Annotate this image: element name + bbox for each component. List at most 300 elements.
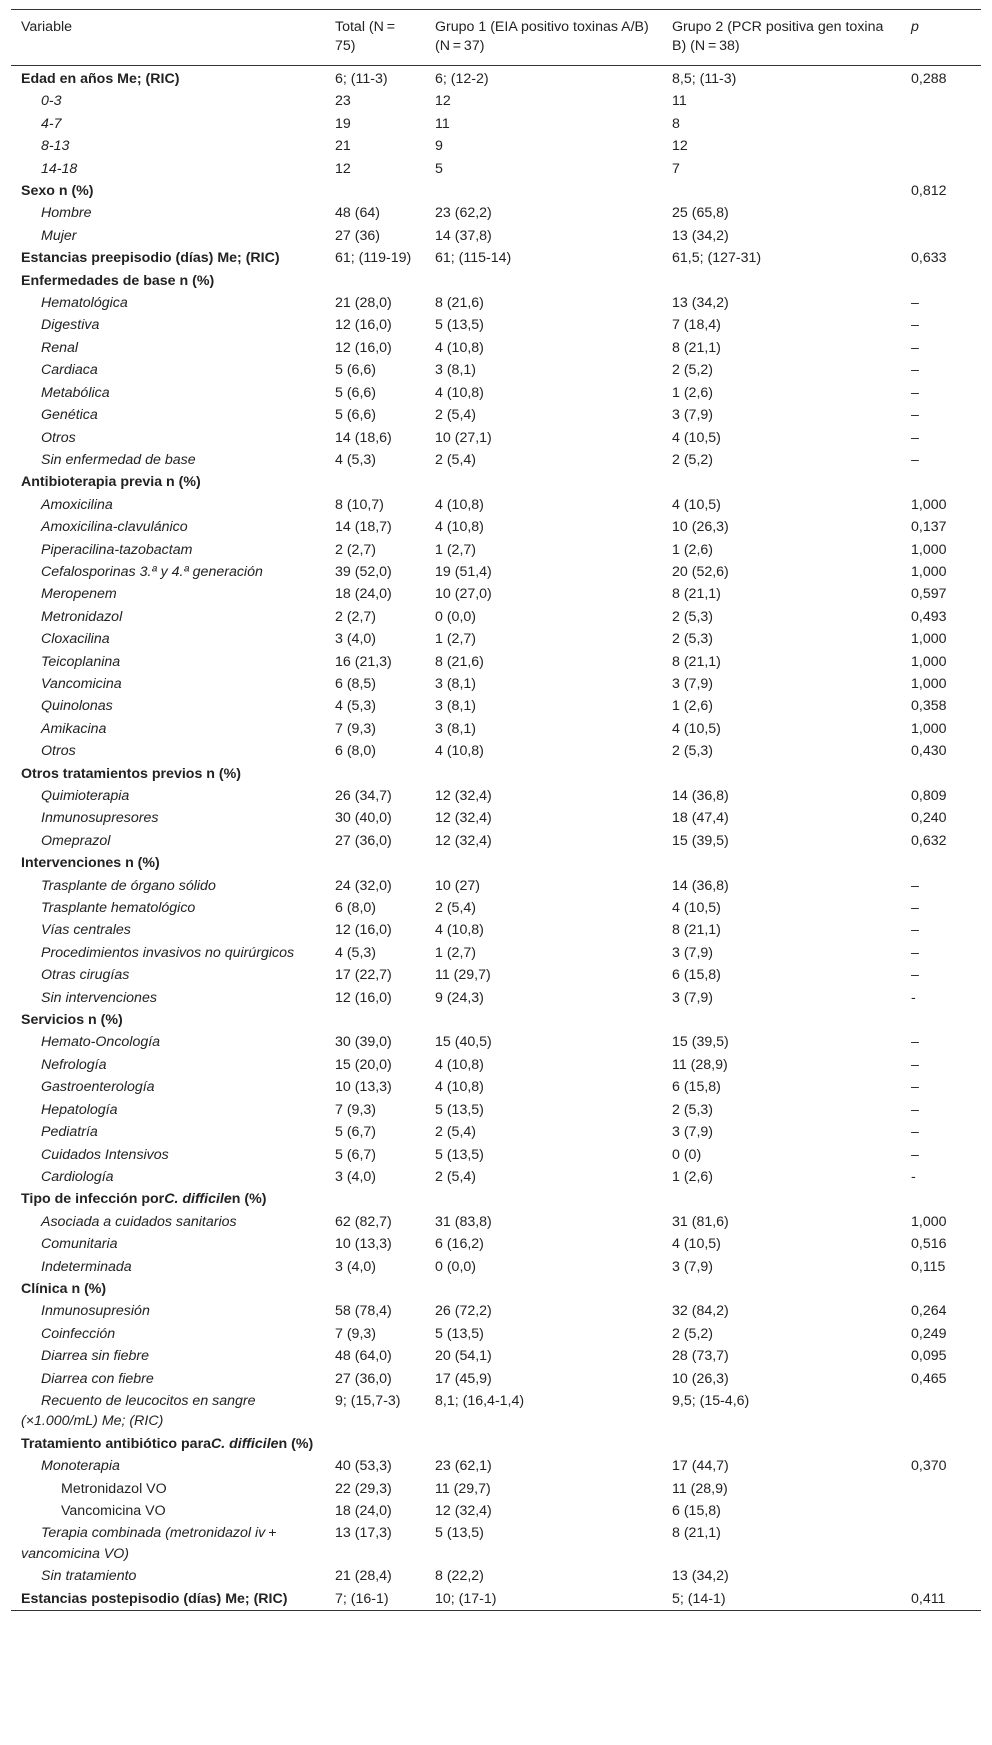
cell-group1: 23 (62,1) — [435, 1458, 492, 1475]
cell-group2: 0 (0) — [672, 1146, 702, 1163]
cell-variable: Quinolonas — [41, 698, 113, 715]
cell-group2: 4 (10,5) — [672, 900, 721, 917]
cell-group2: 2 (5,2) — [672, 1325, 714, 1342]
cell-p-value — [901, 113, 981, 135]
cell-p-value: 0,264 — [911, 1303, 947, 1320]
cell-group2: 32 (84,2) — [672, 1303, 729, 1320]
table-row — [11, 740, 981, 762]
cell-total — [325, 471, 425, 493]
table-row — [11, 1455, 981, 1477]
cell-group1: 12 — [435, 93, 451, 110]
cell-group2: 20 (52,6) — [672, 563, 729, 580]
cell-group1: 12 (32,4) — [435, 832, 492, 849]
header-row — [11, 10, 981, 66]
cell-total: 19 — [335, 115, 351, 132]
table-row — [11, 561, 981, 583]
cell-variable: 0-3 — [41, 93, 62, 110]
cell-group2: 4 (10,5) — [672, 429, 721, 446]
cell-total: 6 (8,0) — [335, 900, 377, 917]
cell-variable: Amoxicilina-clavulánico — [41, 519, 188, 536]
table-row — [11, 1565, 981, 1587]
cell-group2: 2 (5,3) — [672, 743, 714, 760]
header-p-value: p — [901, 10, 981, 66]
cell-variable: Cuidados Intensivos — [41, 1146, 169, 1163]
table-row — [11, 1031, 981, 1053]
cell-variable: Cardiaca — [41, 362, 98, 379]
table-row — [11, 1345, 981, 1367]
cell-group1: 2 (5,4) — [435, 1168, 477, 1185]
cell-group2: 14 (36,8) — [672, 877, 729, 894]
cell-total: 6 (8,5) — [335, 675, 377, 692]
cell-total — [325, 1433, 425, 1455]
table-row — [11, 427, 981, 449]
label-text: Tratamiento antibiótico para — [21, 1435, 211, 1452]
table-row — [11, 1500, 981, 1522]
cell-group2: 1 (2,6) — [672, 541, 714, 558]
table-row — [11, 1390, 981, 1433]
table-row — [11, 1256, 981, 1278]
cell-p-value — [901, 158, 981, 180]
cell-group1: 8 (21,6) — [435, 653, 484, 670]
cell-variable: Terapia combinada (metronidazol iv + vancomicina VO) — [21, 1525, 280, 1562]
cell-group1: 61; (115-14) — [435, 250, 512, 267]
cell-group2: 25 (65,8) — [672, 205, 729, 222]
cell-group2: 11 (28,9) — [672, 1056, 728, 1073]
cell-group2: 8,5; (11-3) — [672, 71, 737, 87]
section-row — [11, 270, 981, 292]
table-body — [11, 66, 981, 1611]
header-variable: Variable — [11, 10, 325, 66]
cell-variable: Inmunosupresión — [41, 1303, 150, 1320]
table-row — [11, 606, 981, 628]
table-row — [11, 1323, 981, 1345]
cell-group1: 3 (8,1) — [435, 720, 477, 737]
cell-total — [325, 1188, 425, 1210]
cell-group2: 3 (7,9) — [672, 1124, 714, 1141]
cell-variable: Estancias preepisodio (días) Me; (RIC) — [21, 250, 280, 267]
cell-group2: 11 — [672, 93, 687, 110]
cell-p-value: 0,812 — [911, 183, 947, 200]
table-row — [11, 651, 981, 673]
cell-p-value: 0,633 — [911, 250, 947, 267]
cell-p-value: – — [911, 900, 919, 917]
cell-group1 — [425, 763, 662, 785]
table-row — [11, 337, 981, 359]
cell-group1: 5 (13,5) — [435, 317, 484, 334]
cell-variable: Coinfección — [41, 1325, 116, 1342]
cell-p-value: 0,288 — [911, 71, 947, 87]
table-row — [11, 1368, 981, 1390]
cell-group2: 3 (7,9) — [672, 675, 714, 692]
cell-group2: 8 (21,1) — [672, 922, 721, 939]
cell-p-value: 0,632 — [911, 832, 947, 849]
cell-group1: 10 (27) — [435, 877, 480, 894]
cell-total: 39 (52,0) — [335, 563, 392, 580]
cell-total: 26 (34,7) — [335, 788, 392, 804]
cell-group1 — [425, 1188, 662, 1210]
cell-variable: Metabólica — [41, 384, 110, 401]
cell-group2 — [662, 270, 901, 292]
cell-group2: 4 (10,5) — [672, 496, 721, 513]
section-row — [11, 247, 981, 269]
cell-variable: Servicios n (%) — [21, 1012, 123, 1029]
cell-variable — [11, 1433, 325, 1455]
cell-group2: 12 — [672, 138, 688, 155]
cell-variable: 14-18 — [41, 160, 78, 177]
table-row — [11, 1144, 981, 1166]
cell-variable: Cardiología — [41, 1168, 114, 1185]
cell-total: 15 (20,0) — [335, 1056, 392, 1073]
cell-group2 — [662, 1188, 901, 1210]
cell-group1: 26 (72,2) — [435, 1303, 492, 1320]
cell-group2: 10 (26,3) — [672, 1370, 729, 1387]
cell-group2: 7 — [672, 160, 680, 177]
organism-name: C. difficile — [164, 1191, 232, 1208]
cell-variable: Sexo n (%) — [21, 183, 94, 200]
cell-p-value: – — [911, 1101, 919, 1118]
cell-group2: 2 (5,3) — [672, 631, 714, 648]
table-row — [11, 583, 981, 605]
cell-total: 21 (28,4) — [335, 1568, 392, 1585]
cell-group1: 5 — [435, 160, 443, 177]
cell-variable: Sin tratamiento — [41, 1568, 137, 1585]
cell-group2: 11 (28,9) — [672, 1480, 728, 1497]
cell-group1: 15 (40,5) — [435, 1034, 492, 1051]
table-row — [11, 1300, 981, 1322]
cell-total: 62 (82,7) — [335, 1213, 392, 1230]
cell-group2: 10 (26,3) — [672, 519, 729, 536]
cell-group2: 1 (2,6) — [672, 698, 714, 715]
cell-group1: 6 (16,2) — [435, 1236, 484, 1253]
cell-p-value: 1,000 — [911, 653, 947, 670]
cell-total — [325, 1278, 425, 1300]
cell-variable: Cefalosporinas 3.ª y 4.ª generación — [41, 563, 263, 580]
section-row — [11, 1588, 981, 1611]
cell-total — [325, 852, 425, 874]
cell-group1: 8 (21,6) — [435, 295, 484, 312]
cell-total: 2 (2,7) — [335, 608, 377, 625]
cell-group2: 31 (81,6) — [672, 1213, 729, 1230]
cell-group2: 6 (15,8) — [672, 1503, 721, 1519]
cell-p-value: 1,000 — [911, 496, 947, 513]
cell-total: 4 (5,3) — [335, 698, 377, 715]
cell-total: 3 (4,0) — [335, 1258, 377, 1275]
cell-variable: Amoxicilina — [41, 496, 113, 513]
cell-variable: Antibioterapia previa n (%) — [21, 474, 201, 491]
table-row — [11, 673, 981, 695]
cell-total — [325, 180, 425, 202]
cell-group2: 8 (21,1) — [672, 586, 721, 603]
cell-group1: 31 (83,8) — [435, 1213, 492, 1230]
cell-variable: Monoterapia — [41, 1458, 120, 1475]
cell-group1: 4 (10,8) — [435, 1079, 484, 1096]
section-row — [11, 180, 981, 202]
cell-variable: Mujer — [41, 227, 77, 244]
cell-total: 7 (9,3) — [335, 720, 377, 737]
cell-total: 24 (32,0) — [335, 877, 392, 894]
cell-p-value: 0,516 — [911, 1236, 947, 1253]
cell-group2: 28 (73,7) — [672, 1348, 729, 1365]
cell-group2: 8 — [672, 115, 680, 132]
cell-group2 — [662, 1278, 901, 1300]
cell-total: 6 (8,0) — [335, 743, 377, 760]
table-row — [11, 830, 981, 852]
cell-group1: 8,1; (16,4-1,4) — [435, 1392, 525, 1409]
cell-p-value — [901, 270, 981, 292]
cell-group2: 3 (7,9) — [672, 407, 714, 424]
cell-total: 12 (16,0) — [335, 339, 392, 356]
cell-total: 17 (22,7) — [335, 967, 392, 984]
cell-total: 61; (119-19) — [335, 250, 412, 267]
cell-group2: 18 (47,4) — [672, 810, 729, 827]
cell-group2: 1 (2,6) — [672, 1168, 714, 1185]
cell-group1 — [425, 180, 662, 202]
cell-total: 21 — [335, 138, 351, 155]
cell-total: 18 (24,0) — [335, 586, 392, 603]
cell-total — [325, 1009, 425, 1031]
cell-variable: Nefrología — [41, 1056, 107, 1073]
cell-variable: Diarrea sin fiebre — [41, 1348, 150, 1365]
cell-p-value: – — [911, 1124, 919, 1141]
table-row — [11, 1233, 981, 1255]
table-row — [11, 1054, 981, 1076]
table-row — [11, 135, 981, 157]
cell-group1: 3 (8,1) — [435, 675, 477, 692]
cell-group2 — [662, 180, 901, 202]
section-row — [11, 852, 981, 874]
table-row — [11, 449, 981, 471]
cell-group2: 15 (39,5) — [672, 832, 729, 849]
cell-p-value: 0,249 — [911, 1325, 947, 1342]
cell-variable: Diarrea con fiebre — [41, 1370, 154, 1387]
cell-group2: 13 (34,2) — [672, 295, 729, 312]
cell-p-value: 0,597 — [911, 586, 947, 603]
cell-variable: Omeprazol — [41, 832, 111, 849]
cell-variable: Intervenciones n (%) — [21, 855, 160, 872]
cell-total: 4 (5,3) — [335, 451, 377, 468]
cell-group2: 6 (15,8) — [672, 967, 721, 984]
cell-group2: 4 (10,5) — [672, 720, 721, 737]
label-tail: n (%) — [278, 1435, 314, 1452]
cell-p-value: 1,000 — [911, 541, 947, 558]
cell-variable: Meropenem — [41, 586, 117, 603]
table-row — [11, 695, 981, 717]
cell-total — [325, 270, 425, 292]
cell-variable: Sin enfermedad de base — [41, 451, 196, 468]
cell-p-value: – — [911, 922, 919, 939]
table-row — [11, 382, 981, 404]
cell-variable: 4-7 — [41, 115, 62, 132]
cell-group2: 17 (44,7) — [672, 1458, 729, 1475]
cell-group1: 4 (10,8) — [435, 1056, 484, 1073]
section-row — [11, 66, 981, 91]
cell-p-value — [901, 1278, 981, 1300]
cell-group2: 6 (15,8) — [672, 1079, 721, 1096]
cell-p-value — [901, 1565, 981, 1587]
cell-variable: Metronidazol VO — [61, 1480, 167, 1497]
cell-variable: Otros — [41, 429, 76, 446]
cell-p-value: – — [911, 877, 919, 894]
cell-total: 18 (24,0) — [335, 1503, 392, 1519]
cell-group1: 14 (37,8) — [435, 227, 492, 244]
table-row — [11, 1076, 981, 1098]
cell-total: 7; (16-1) — [335, 1590, 389, 1607]
cell-p-value: – — [911, 1079, 919, 1096]
cell-group1 — [425, 1009, 662, 1031]
cell-p-value: - — [911, 1168, 916, 1185]
cell-variable: Procedimientos invasivos no quirúrgicos — [41, 944, 295, 961]
cell-variable: Trasplante de órgano sólido — [41, 877, 216, 894]
cell-group1: 11 (29,7) — [435, 1480, 491, 1497]
cell-total: 8 (10,7) — [335, 496, 384, 513]
cell-total: 14 (18,6) — [335, 429, 392, 446]
cell-variable: Renal — [41, 339, 79, 356]
cell-p-value: – — [911, 1146, 919, 1163]
cell-group2: 13 (34,2) — [672, 1568, 729, 1585]
cell-p-value — [901, 135, 981, 157]
table-row — [11, 516, 981, 538]
table-row — [11, 1166, 981, 1188]
table-row — [11, 964, 981, 986]
cell-group1: 0 (0,0) — [435, 608, 477, 625]
table-row — [11, 1211, 981, 1233]
cell-p-value — [901, 90, 981, 112]
data-table — [11, 9, 981, 1611]
cell-total: 5 (6,6) — [335, 384, 377, 401]
cell-variable: Hematológica — [41, 295, 128, 312]
cell-group1 — [425, 852, 662, 874]
table-row — [11, 875, 981, 897]
cell-group1: 12 (32,4) — [435, 810, 492, 827]
cell-p-value: – — [911, 407, 919, 424]
cell-variable: Asociada a cuidados sanitarios — [41, 1213, 237, 1230]
cell-variable: Vancomicina VO — [61, 1503, 166, 1519]
cell-group1: 2 (5,4) — [435, 900, 477, 917]
cell-group1: 3 (8,1) — [435, 362, 477, 379]
cell-group1: 4 (10,8) — [435, 384, 484, 401]
cell-variable: Pediatría — [41, 1124, 98, 1141]
cell-p-value: 1,000 — [911, 720, 947, 737]
cell-p-value: 1,000 — [911, 631, 947, 648]
cell-group2: 9,5; (15-4,6) — [672, 1392, 750, 1409]
section-row — [11, 1278, 981, 1300]
section-row — [11, 1188, 981, 1210]
header-total: Total (N = 75) — [325, 10, 425, 66]
cell-group2: 14 (36,8) — [672, 788, 729, 804]
cell-total: 12 (16,0) — [335, 989, 392, 1006]
cell-p-value: 0,430 — [911, 743, 947, 760]
cell-p-value: 0,465 — [911, 1370, 947, 1387]
cell-variable: Quimioterapia — [41, 788, 130, 804]
cell-variable: Digestiva — [41, 317, 100, 334]
cell-group1: 5 (13,5) — [435, 1101, 484, 1118]
cell-total: 7 (9,3) — [335, 1101, 377, 1118]
cell-p-value — [901, 1478, 981, 1500]
cell-group1 — [425, 471, 662, 493]
cell-group2: 13 (34,2) — [672, 227, 729, 244]
cell-p-value: – — [911, 944, 919, 961]
cell-group1: 4 (10,8) — [435, 922, 484, 939]
cell-variable: Vancomicina — [41, 675, 122, 692]
table-row — [11, 987, 981, 1009]
cell-p-value: – — [911, 317, 919, 334]
cell-variable: Otros tratamientos previos n (%) — [21, 765, 241, 782]
section-row — [11, 763, 981, 785]
cell-group2: 4 (10,5) — [672, 1236, 721, 1253]
cell-total: 4 (5,3) — [335, 944, 377, 961]
cell-group1: 12 (32,4) — [435, 788, 492, 804]
cell-p-value — [901, 202, 981, 224]
cell-variable: Metronidazol — [41, 608, 123, 625]
cell-group2 — [662, 471, 901, 493]
cell-group2: 3 (7,9) — [672, 1258, 714, 1275]
header-group1: Grupo 1 (EIA positivo toxinas A/B) (N = 37) — [425, 10, 662, 66]
cell-p-value: 0,809 — [911, 788, 947, 804]
cell-group2: 2 (5,2) — [672, 451, 714, 468]
table-row — [11, 718, 981, 740]
cell-total: 48 (64) — [335, 205, 380, 222]
table-row — [11, 225, 981, 247]
cell-total: 10 (13,3) — [335, 1236, 392, 1253]
cell-group1 — [425, 1433, 662, 1455]
table-row — [11, 359, 981, 381]
cell-p-value: 1,000 — [911, 1213, 947, 1230]
cell-variable: Vías centrales — [41, 922, 131, 939]
cell-p-value: 0,370 — [911, 1458, 947, 1475]
cell-variable: Cloxacilina — [41, 631, 110, 648]
cell-p-value: 0,240 — [911, 810, 947, 827]
cell-group1: 11 — [435, 115, 450, 132]
cell-total: 9; (15,7-3) — [335, 1392, 401, 1409]
cell-group2 — [662, 763, 901, 785]
table-row — [11, 292, 981, 314]
cell-total: 12 (16,0) — [335, 317, 392, 334]
table-row — [11, 1121, 981, 1143]
cell-variable: Hemato-Oncología — [41, 1034, 161, 1051]
cell-variable: Gastroenterología — [41, 1079, 155, 1096]
table-row — [11, 628, 981, 650]
cell-variable: Inmunosupresores — [41, 810, 159, 827]
cell-total: 58 (78,4) — [335, 1303, 392, 1320]
table-row — [11, 539, 981, 561]
cell-group1: 1 (2,7) — [435, 631, 477, 648]
cell-group1: 8 (22,2) — [435, 1568, 484, 1585]
cell-total: 23 — [335, 93, 351, 110]
table-row — [11, 314, 981, 336]
table-row — [11, 919, 981, 941]
cell-variable: Genética — [41, 407, 98, 424]
cell-group1: 0 (0,0) — [435, 1258, 477, 1275]
cell-group2 — [662, 1433, 901, 1455]
table-header — [11, 10, 981, 66]
cell-p-value: – — [911, 1034, 919, 1051]
cell-total: 5 (6,7) — [335, 1124, 377, 1141]
cell-variable: Hepatología — [41, 1101, 118, 1118]
cell-group1: 1 (2,7) — [435, 541, 477, 558]
cell-p-value: – — [911, 384, 919, 401]
cell-group1: 2 (5,4) — [435, 451, 477, 468]
cell-variable: Edad en años Me; (RIC) — [21, 71, 180, 87]
cell-group1: 17 (45,9) — [435, 1370, 492, 1387]
cell-p-value: – — [911, 362, 919, 379]
cell-p-value — [901, 1188, 981, 1210]
cell-variable: Estancias postepisodio (días) Me; (RIC) — [21, 1590, 288, 1607]
table-row — [11, 404, 981, 426]
cell-p-value: – — [911, 429, 919, 446]
cell-variable: Otras cirugías — [41, 967, 130, 984]
table-row — [11, 113, 981, 135]
cell-group1: 9 (24,3) — [435, 989, 484, 1006]
